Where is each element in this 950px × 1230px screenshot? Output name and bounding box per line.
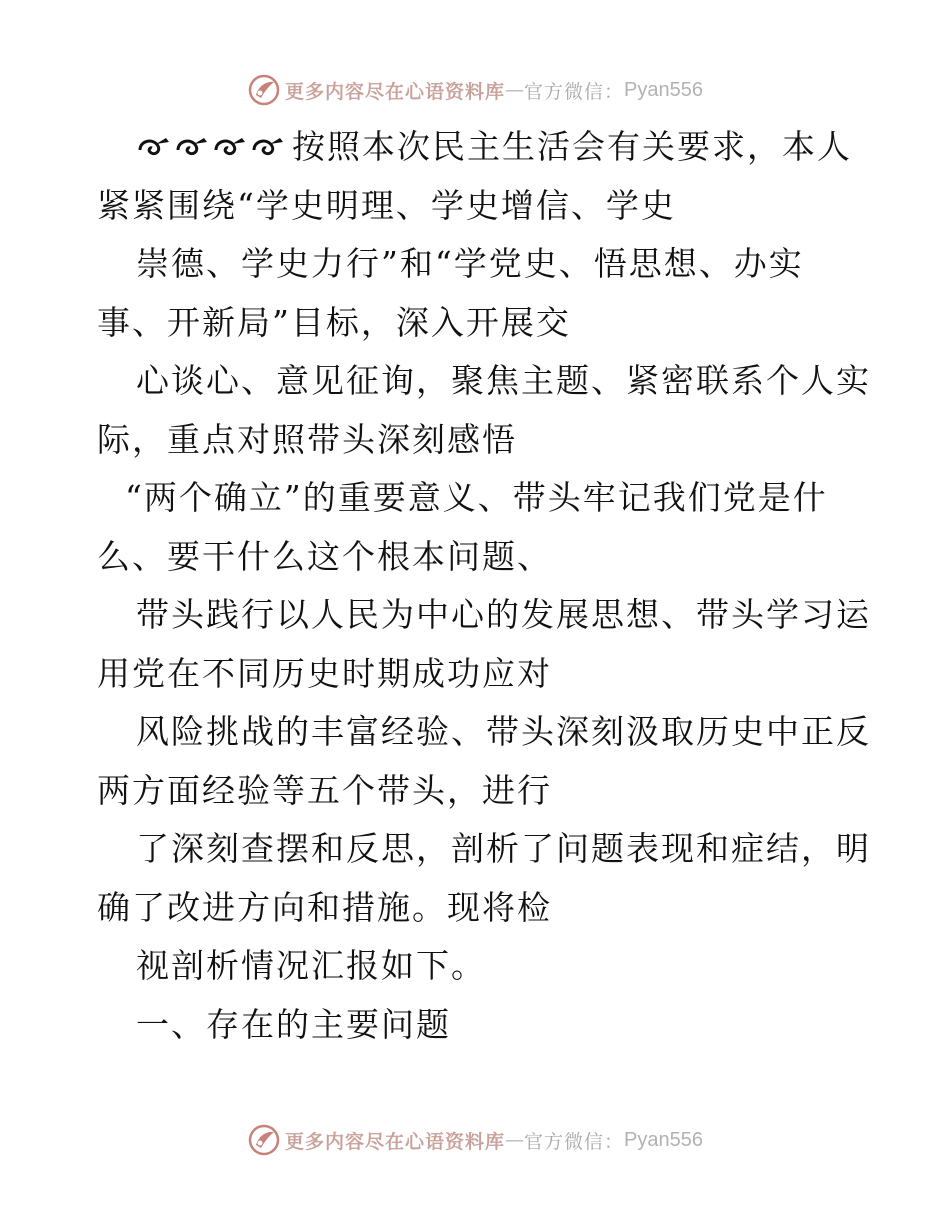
logo-icon [247,1123,281,1157]
watermark-official-text: 官方微信： [524,80,625,103]
watermark-site-text: 更多内容尽在心语资料库 [285,1130,506,1153]
paragraph-line: 了深刻查摆和反思，剖析了问题表现和症结，明 [136,829,871,868]
watermark-site-text: 更多内容尽在心语资料库 [285,80,506,103]
paragraph-line [97,118,857,177]
watermark-official-text: 官方微信： [524,1130,625,1153]
paragraph-line: 风险挑战的丰富经验、带头深刻汲取历史中正反 [136,712,871,751]
paragraph-line: 视剖析情况汇报如下。 [136,946,486,985]
paragraph-line: 崇德、学史力行”和“学党史、悟思想、办实 [136,244,804,283]
paragraph-line: 两方面经验等五个带头，进行 [97,770,552,810]
paragraph-line: 心谈心、意见征询，聚焦主题、紧密联系个人实 [136,361,871,400]
logo-icon [247,73,281,107]
paragraph-line: 际，重点对照带头深刻感悟 [97,419,517,459]
paragraph-line: 用党在不同历史时期成功应对 [97,653,552,693]
paragraph-line: 事、开新局”目标，深入开展交 [97,302,571,342]
watermark-dash: — [505,1129,525,1151]
watermark-dash: — [505,79,525,101]
paragraph-line: 带头践行以人民为中心的发展思想、带头学习运 [136,595,871,634]
footer-watermark [0,1122,950,1158]
section-heading: 一、存在的主要问题 [136,1004,451,1044]
paragraph-line: “两个确立”的重要意义、带头牢记我们党是什 [125,478,828,517]
paragraph-line: 么、要干什么这个根本问题、 [97,536,552,576]
watermark-wechat-id: Pyan556 [624,1128,703,1151]
watermark-wechat-id: Pyan556 [624,78,703,101]
document-body [97,118,871,1054]
header-watermark [0,72,950,108]
paragraph-line: 确了改进方向和措施。现将检 [97,887,552,927]
decorative-flourish-icon [136,132,288,162]
paragraph-line: 紧紧围绕“学史明理、学史增信、学史 [97,185,676,225]
line-text: 按照本次民主生活会有关要求，本人 [292,127,852,166]
